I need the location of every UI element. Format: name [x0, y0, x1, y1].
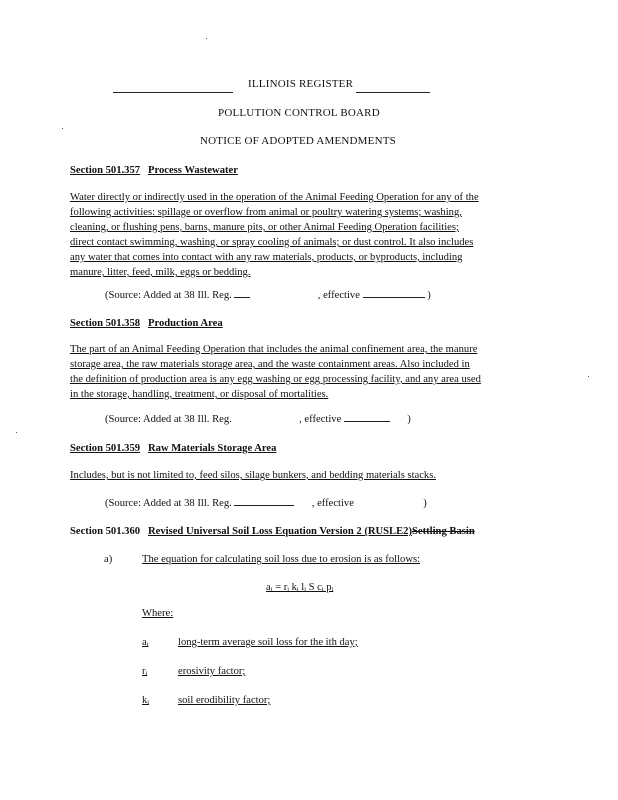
item-a-label: a) [104, 554, 113, 565]
source-prefix: (Source: Added at 38 Ill. Reg. [105, 498, 232, 509]
register-title: ILLINOIS REGISTER [248, 78, 354, 90]
source-prefix: (Source: Added at 38 Ill. Reg. [105, 290, 232, 301]
blank-line [344, 421, 390, 422]
source-end: ) [407, 414, 411, 425]
def-symbol: rᵢ [142, 666, 148, 677]
section-number: Section 501.357 [70, 165, 141, 176]
def-symbol: kᵢ [142, 695, 150, 706]
section-358-source [105, 412, 411, 427]
source-end: ) [423, 498, 427, 509]
header-rule-left [113, 92, 233, 93]
header-rule-right [356, 92, 430, 93]
where-label: Where: [142, 608, 174, 619]
item-a-text: The equation for calculating soil loss due to erosion is as follows: [142, 554, 421, 565]
text-line: cleaning, or flushing pens, barns, manure pits, or other Animal Feeding Operation facilities; [70, 222, 459, 233]
blank-line [234, 297, 250, 298]
section-359-body [70, 468, 548, 483]
text-line: manure, litter, feed, milk, eggs or bedding. [70, 267, 251, 278]
text-line: the definition of production area is any egg washing or egg processing facility, and any area used [70, 374, 481, 385]
notice-title: NOTICE OF ADOPTED AMENDMENTS [200, 135, 396, 147]
scan-speck [588, 376, 589, 377]
source-effective: , effective [311, 498, 354, 509]
section-title-deleted: Settling Basin [412, 526, 475, 537]
equation: aᵢ = rᵢ kᵢ lᵢ S cᵢ pᵢ [266, 582, 334, 593]
text-line: any water that comes into contact with any raw materials, products, or byproducts, including [70, 252, 463, 263]
blank-line [363, 297, 425, 298]
text-line: Water directly or indirectly used in the operation of the Animal Feeding Operation for any of the [70, 192, 479, 203]
source-end: ) [427, 290, 431, 301]
section-357-heading [70, 163, 238, 178]
text-line: following activities: spillage or overflow from animal or poultry watering systems; washing, [70, 207, 462, 218]
text-line: Includes, but is not limited to, feed silos, silage bunkers, and bedding materials stacks. [70, 470, 437, 481]
def-text: long-term average soil loss for the ith day; [178, 637, 358, 648]
section-number: Section 501.359 [70, 443, 141, 454]
text-line: in the storage, handling, treatment, or disposal of mortalities. [70, 389, 329, 400]
section-title: Production Area [148, 318, 223, 329]
section-number: Section 501.358 [70, 318, 141, 329]
section-358-body [70, 342, 548, 402]
section-357-body [70, 190, 548, 280]
section-title: Raw Materials Storage Area [148, 443, 277, 454]
board-title: POLLUTION CONTROL BOARD [218, 107, 380, 119]
source-effective: , effective [299, 414, 342, 425]
text-line: direct contact swimming, washing, or spray cooling of animals; or dust control. It also includes [70, 237, 474, 248]
def-text: erosivity factor; [178, 666, 246, 677]
section-357-source [105, 288, 431, 303]
blank-line [234, 505, 294, 506]
scan-speck [206, 38, 207, 39]
section-title: Process Wastewater [148, 165, 238, 176]
section-359-source [105, 496, 427, 511]
scan-speck [16, 432, 17, 433]
section-number: Section 501.360 [70, 526, 141, 537]
section-360-heading [70, 524, 475, 539]
section-title-new: Revised Universal Soil Loss Equation Version 2 (RUSLE2) [148, 526, 413, 537]
text-line: The part of an Animal Feeding Operation that includes the animal confinement area, the manure [70, 344, 478, 355]
text-line: storage area, the raw materials storage area, and the waste containment areas. Also included in [70, 359, 470, 370]
section-359-heading [70, 441, 276, 456]
def-text: soil erodibility factor; [178, 695, 271, 706]
source-effective: , effective [317, 290, 360, 301]
scan-speck [62, 128, 63, 129]
source-prefix: (Source: Added at 38 Ill. Reg. [105, 414, 232, 425]
section-358-heading [70, 316, 223, 331]
def-symbol: aᵢ [142, 637, 149, 648]
